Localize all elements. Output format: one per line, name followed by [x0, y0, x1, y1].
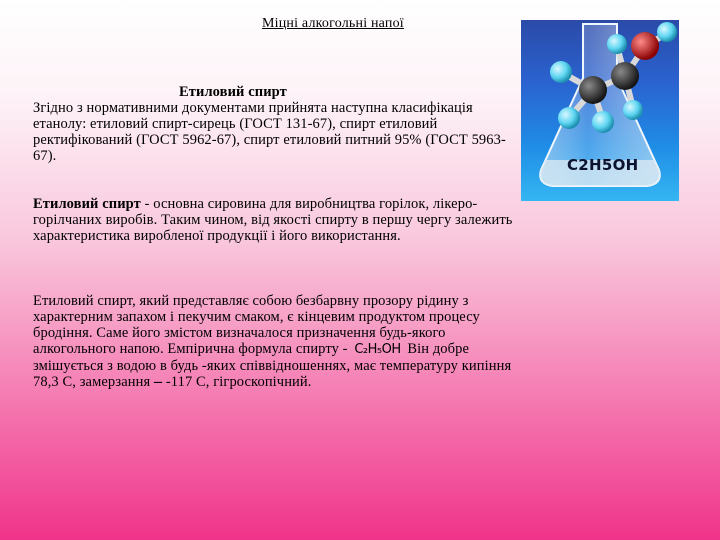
hydrogen-atom: [558, 107, 580, 129]
paragraph-raw-material: [33, 196, 523, 244]
empirical-formula: C₂H₅OH: [354, 342, 401, 357]
dash-symbol: –: [154, 373, 163, 390]
hydrogen-atom: [592, 111, 614, 133]
paragraph-text: -117 С, гігроскопічний.: [162, 374, 312, 390]
paragraph-text: Він добре змішується з водою в будь -яких співвідношеннях, має температуру кипіння 78,3 С, замерзання: [33, 341, 512, 390]
paragraph-text: - основна сировина для виробництва горілок, лікеро-горілчаних виробів. Таким чином, від якості спирту в першу чергу залежить характеристика виробленої продукції і його використання.: [33, 196, 513, 244]
paragraph-text: Згідно з нормативними документами прийнята наступна класифікація етанолу: етиловий спирт-сирець (ГОСТ 131-67), спирт етиловий ректифікований (ГОСТ 5962-67), спирт етиловий питний 95% (ГОСТ 5963-67).: [33, 100, 506, 164]
slide-title: Міцні алкогольні напої: [262, 16, 404, 31]
hydrogen-atom: [657, 22, 677, 42]
hydrogen-atom: [623, 100, 643, 120]
hydrogen-atom: [550, 61, 572, 83]
paragraph-classification: [33, 84, 523, 164]
molecule-formula-label: C2H5OH: [567, 156, 639, 174]
paragraph-text: Етиловий спирт, який представляє собою безбарвну прозору рідину з характерним запахом і пекучим смаком, є кінцевим продуктом процесу бродіння. Саме його змістом визначалося призначення будь-якого алкогольного напою. Емпірична формула спирту -: [33, 293, 480, 357]
carbon-atom: [579, 76, 607, 104]
oxygen-atom: [631, 32, 659, 60]
ethanol-flask-image: [521, 20, 679, 201]
hydrogen-atom: [607, 34, 627, 54]
paragraph-properties: [33, 293, 523, 390]
paragraph-heading: Етиловий спирт: [179, 84, 287, 100]
paragraph-lead-term: Етиловий спирт: [33, 196, 141, 212]
carbon-atom: [611, 62, 639, 90]
